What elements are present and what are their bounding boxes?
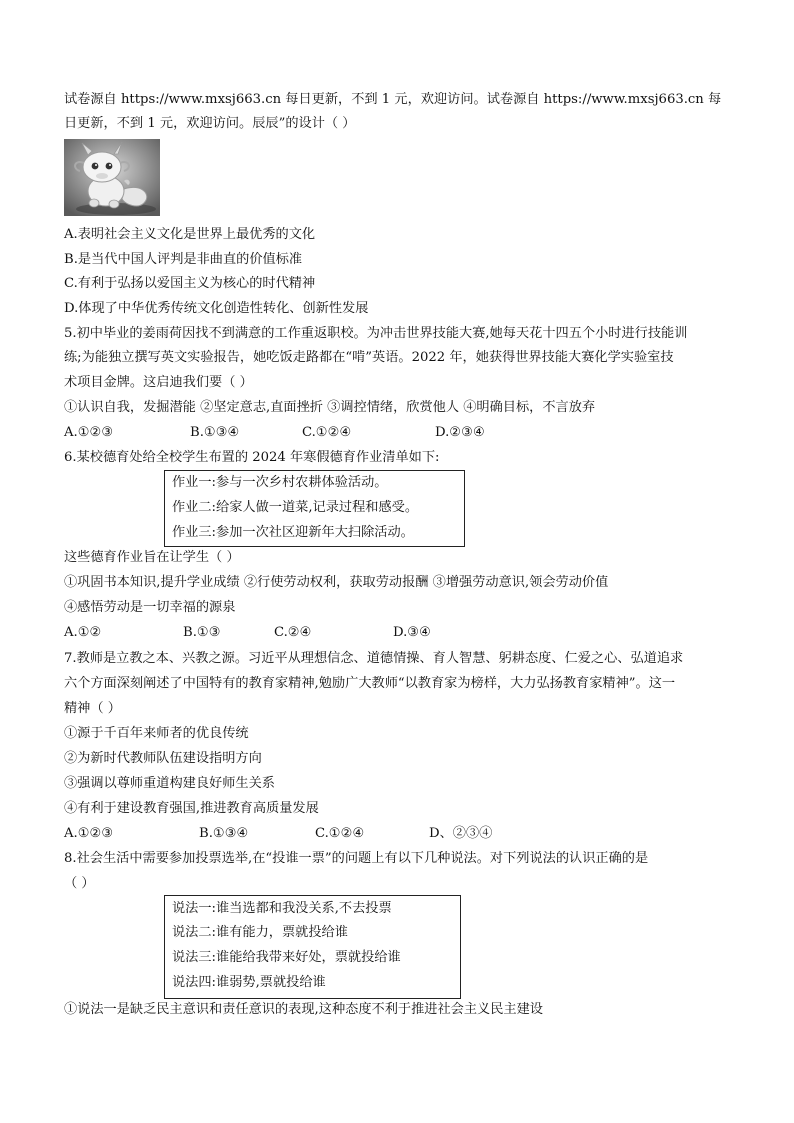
dragon-photo-icon	[64, 139, 160, 216]
q8-opinions-box	[164, 895, 461, 999]
q4-option-c: C.有利于弘扬以爱国主义为核心的时代精神	[64, 276, 316, 291]
q6-homework-box	[164, 470, 465, 547]
q7-stem-line-3: 精神（ ）	[64, 701, 121, 716]
q5-choice-a: A.①②③	[64, 425, 114, 440]
q8-box-line-2: 说法二:谁有能力，票就投给谁	[172, 925, 348, 940]
q7-choice-c: C.①②④	[315, 826, 365, 841]
q7-stem-line-1: 7.教师是立教之本、兴教之源。习近平从理想信念、道德情操、育人智慧、躬耕态度、仁爱之心、弘道追求	[64, 651, 684, 666]
q6-choice-b: B.①③	[183, 625, 221, 640]
header-line-1: 试卷源自 https://www.mxsj663.cn 每日更新，不到 1 元，欢迎访问。试卷源自 https://www.mxsj663.cn 每	[64, 92, 722, 107]
q5-stem-line-2: 练;为能独立撰写英文实验报告，她吃饭走路都在“啃”英语。2022 年，她获得世界技能大赛化学实验室技	[64, 350, 674, 365]
q7-choice-a: A.①②③	[64, 826, 114, 841]
q7-choice-d: D、②③④	[429, 826, 493, 841]
q7-stem-line-2: 六个方面深刻阐述了中国特有的教育家精神,勉励广大教师“以教育家为榜样，大力弘扬教育家精神”。这一	[64, 676, 676, 691]
q7-statement-4: ④有利于建设教育强国,推进教育高质量发展	[64, 801, 319, 816]
q8-box-line-3: 说法三:谁能给我带来好处，票就投给谁	[172, 950, 401, 965]
q6-box-line-3: 作业三:参加一次社区迎新年大扫除活动。	[172, 525, 414, 540]
q4-option-a: A.表明社会主义文化是世界上最优秀的文化	[64, 227, 316, 242]
q6-statements-line-1: ①巩固书本知识,提升学业成绩 ②行使劳动权利，获取劳动报酬 ③增强劳动意识,领会劳动价值	[64, 575, 609, 590]
q7-statement-3: ③强调以尊师重道构建良好师生关系	[64, 776, 275, 791]
q6-statements-line-2: ④感悟劳动是一切幸福的源泉	[64, 600, 236, 615]
q6-choice-a: A.①②	[64, 625, 102, 640]
q6-choice-d: D.③④	[393, 625, 431, 640]
q4-option-d: D.体现了中华优秀传统文化创造性转化、创新性发展	[64, 301, 369, 316]
header-line-2: 日更新，不到 1 元，欢迎访问。辰辰”的设计（ ）	[64, 116, 356, 131]
q8-statement-1: ①说法一是缺乏民主意识和责任意识的表现,这种态度不利于推进社会主义民主建设	[64, 1002, 543, 1017]
q5-statements: ①认识自我，发掘潜能 ②坚定意志,直面挫折 ③调控情绪，欣赏他人 ④明确目标，不言放弃	[64, 400, 596, 415]
q7-statement-2: ②为新时代教师队伍建设指明方向	[64, 751, 262, 766]
q8-box-line-1: 说法一:谁当选都和我没关系,不去投票	[172, 901, 392, 916]
q6-box-line-2: 作业二:给家人做一道菜,记录过程和感受。	[172, 500, 419, 515]
q7-statement-1: ①源于千百年来师者的优良传统	[64, 726, 249, 741]
q6-choice-c: C.②④	[274, 625, 312, 640]
q5-choice-b: B.①③④	[190, 425, 240, 440]
q5-stem-line-3: 术项目金牌。这启迪我们要（ ）	[64, 375, 253, 390]
q7-choice-b: B.①③④	[199, 826, 249, 841]
q8-stem-line-2: （ ）	[64, 876, 95, 891]
q6-box-line-1: 作业一:参与一次乡村农耕体验活动。	[172, 475, 388, 490]
q6-question: 这些德育作业旨在让学生（ ）	[64, 550, 240, 565]
q8-box-line-4: 说法四:谁弱势,票就投给谁	[172, 975, 326, 990]
q4-option-b: B.是当代中国人评判是非曲直的价值标准	[64, 252, 303, 267]
q5-stem-line-1: 5.初中毕业的姜雨荷因找不到满意的工作重返职校。为冲击世界技能大赛,她每天花十四五个小时进行技能训	[64, 326, 688, 341]
q6-stem: 6.某校德育处给全校学生布置的 2024 年寒假德育作业清单如下:	[64, 450, 440, 465]
q5-choice-d: D.②③④	[435, 425, 485, 440]
q8-stem-line-1: 8.社会生活中需要参加投票选举,在“投谁一票”的问题上有以下几种说法。对下列说法的认识正确的是	[64, 851, 649, 866]
q5-choice-c: C.①②④	[302, 425, 352, 440]
